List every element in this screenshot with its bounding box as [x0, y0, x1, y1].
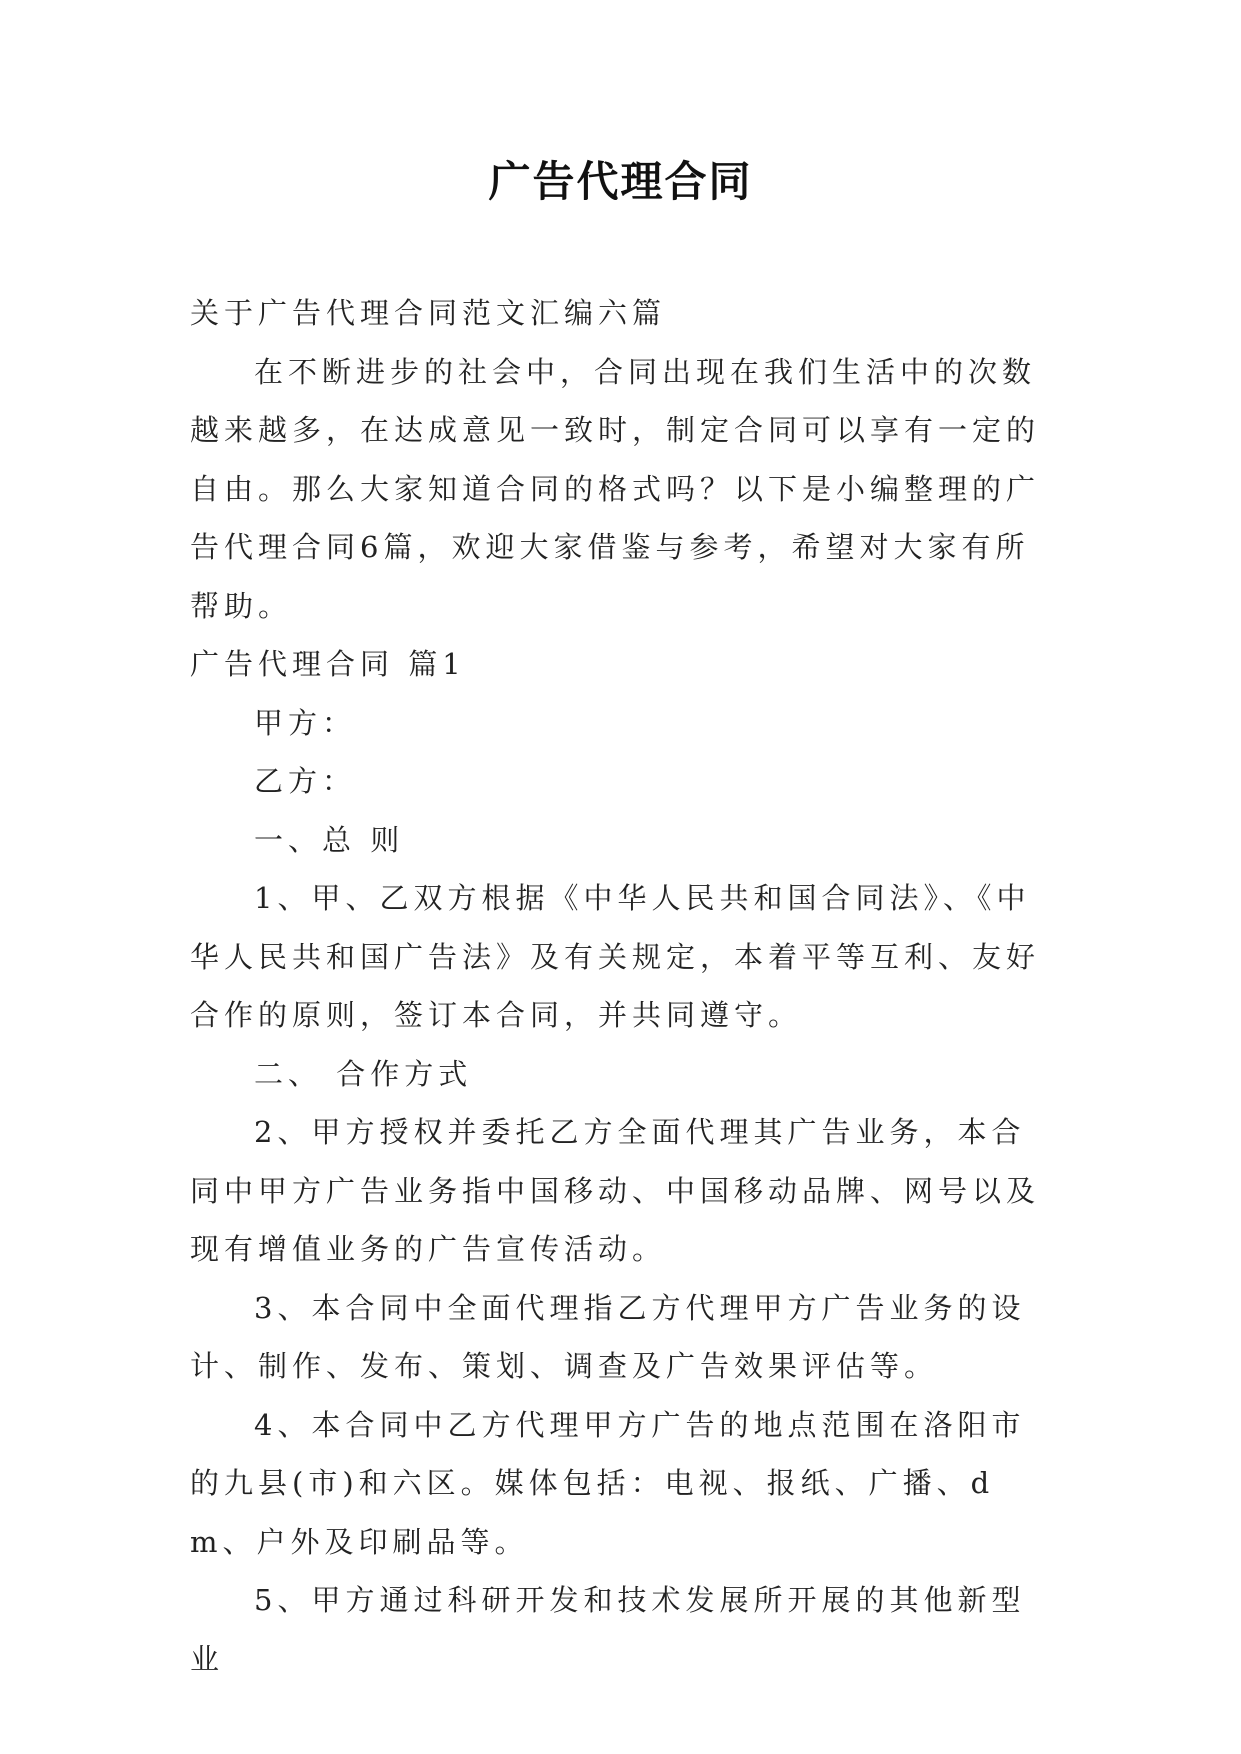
paragraph-intro-heading: 关于广告代理合同范文汇编六篇	[190, 296, 667, 330]
chapter-cooperation: 二、 合作方式	[254, 1056, 473, 1091]
chapter-general: 一、总 则	[254, 822, 405, 857]
paragraph-intro: 在不断进步的社会中，合同出现在我们生活中的次数越来越多，在达成意见一致时，制定合同可以享有一定的自由。那么大家知道合同的格式吗？以下是小编整理的广告代理合同6篇，欢迎大家借鉴与参考，希望对大家有所帮助。	[190, 354, 1041, 623]
party-a-line: 甲方：	[254, 705, 357, 740]
document-body	[190, 284, 1052, 1688]
clause-5: 5、甲方通过科研开发和技术发展所开展的其他新型业	[190, 1583, 1026, 1676]
clause-2: 2、甲方授权并委托乙方全面代理其广告业务，本合同中甲方广告业务指中国移动、中国移动品牌、网号以及现有增值业务的广告宣传活动。	[190, 1115, 1041, 1266]
clause-4: 4、本合同中乙方代理甲方广告的地点范围在洛阳市的九县(市)和六区。媒体包括：电视、报纸、广播、dm、户外及印刷品等。	[190, 1407, 1026, 1559]
clause-3: 3、本合同中全面代理指乙方代理甲方广告业务的设计、制作、发布、策划、调查及广告效果评估等。	[190, 1290, 1026, 1383]
clause-1: 1、甲、乙双方根据《中华人民共和国合同法》、《中华人民共和国广告法》及有关规定，本着平等互利、友好合作的原则，签订本合同，并共同遵守。	[190, 881, 1041, 1032]
document-title: 广告代理合同	[488, 157, 753, 206]
party-b-line: 乙方：	[254, 764, 357, 798]
section-heading-1: 广告代理合同 篇1	[190, 647, 466, 681]
